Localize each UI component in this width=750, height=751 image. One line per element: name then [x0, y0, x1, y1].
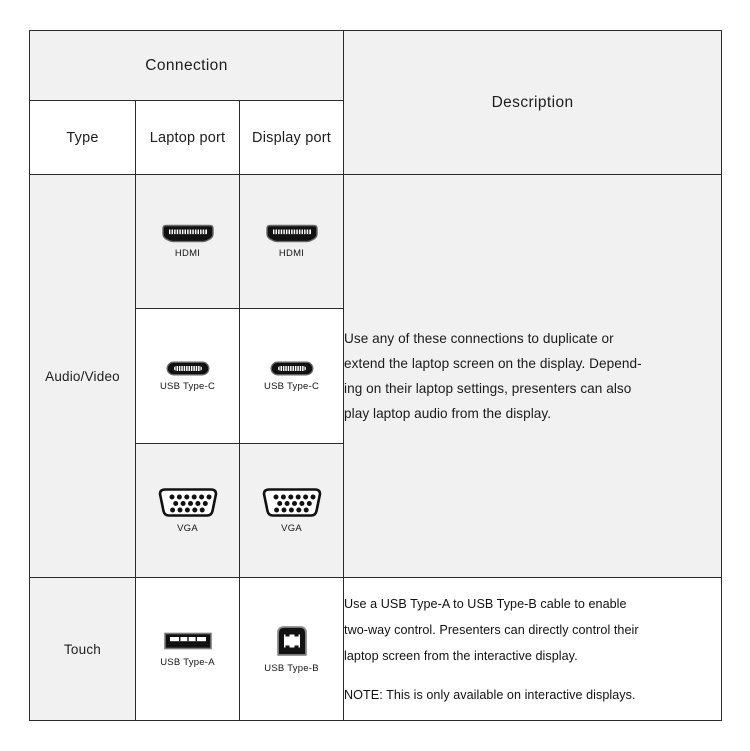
row-type-touch: Touch [30, 578, 136, 721]
description-text-touch [344, 591, 721, 708]
port-cell-display-usb-c [240, 309, 344, 443]
port-cell-display-usb-b [240, 578, 344, 721]
description-line: two-way control. Presenters can directly control their [344, 622, 639, 637]
header-type: Type [30, 101, 136, 175]
port-cell-display-hdmi [240, 175, 344, 309]
vga-port-icon [157, 487, 219, 518]
row-type-audio-video: Audio/Video [30, 175, 136, 578]
usb-type-a-port-icon [163, 630, 213, 652]
paragraph-gap [344, 669, 721, 682]
description-text-audio-video [344, 326, 721, 426]
port-label-laptop-hdmi: HDMI [174, 248, 201, 260]
table-header-row-1 [30, 31, 722, 101]
port-cell-laptop-usb-a [136, 578, 240, 721]
description-note: NOTE: This is only available on interactive displays. [344, 687, 636, 702]
header-display-port: Display port [240, 101, 344, 175]
connection-description-table [29, 30, 722, 721]
usb-type-c-port-icon [270, 361, 314, 376]
port-label-laptop-usb-a: USB Type-A [160, 657, 215, 669]
description-line: laptop screen from the interactive display. [344, 648, 578, 663]
usb-type-c-port-icon [166, 361, 210, 376]
header-description: Description [344, 31, 722, 175]
description-line: play laptop audio from the display. [344, 406, 552, 422]
port-label-display-vga: VGA [281, 522, 302, 534]
port-cell-display-vga [240, 443, 344, 577]
hdmi-port-icon [265, 224, 319, 243]
port-label-display-usb-c: USB Type-C [263, 380, 320, 392]
table-row [30, 578, 722, 721]
hdmi-port-icon [161, 224, 215, 243]
description-line: Use any of these connections to duplicate or [344, 331, 614, 347]
table-row [30, 175, 722, 309]
port-cell-laptop-hdmi [136, 175, 240, 309]
port-cell-laptop-usb-c [136, 309, 240, 443]
port-label-display-hdmi: HDMI [278, 248, 305, 260]
header-laptop-port: Laptop port [136, 101, 240, 175]
vga-port-icon [261, 487, 323, 518]
port-cell-laptop-vga [136, 443, 240, 577]
description-line: extend the laptop screen on the display. Depend- [344, 356, 642, 372]
usb-type-b-port-icon [275, 624, 309, 658]
port-label-laptop-usb-c: USB Type-C [159, 380, 216, 392]
description-line: Use a USB Type-A to USB Type-B cable to enable [344, 596, 627, 611]
port-label-laptop-vga: VGA [177, 522, 198, 534]
port-label-display-usb-b: USB Type-B [264, 663, 319, 675]
description-cell-audio-video [344, 175, 722, 578]
description-line: ing on their laptop settings, presenters can also [344, 381, 632, 397]
description-cell-touch [344, 578, 722, 721]
header-connection: Connection [30, 31, 344, 101]
